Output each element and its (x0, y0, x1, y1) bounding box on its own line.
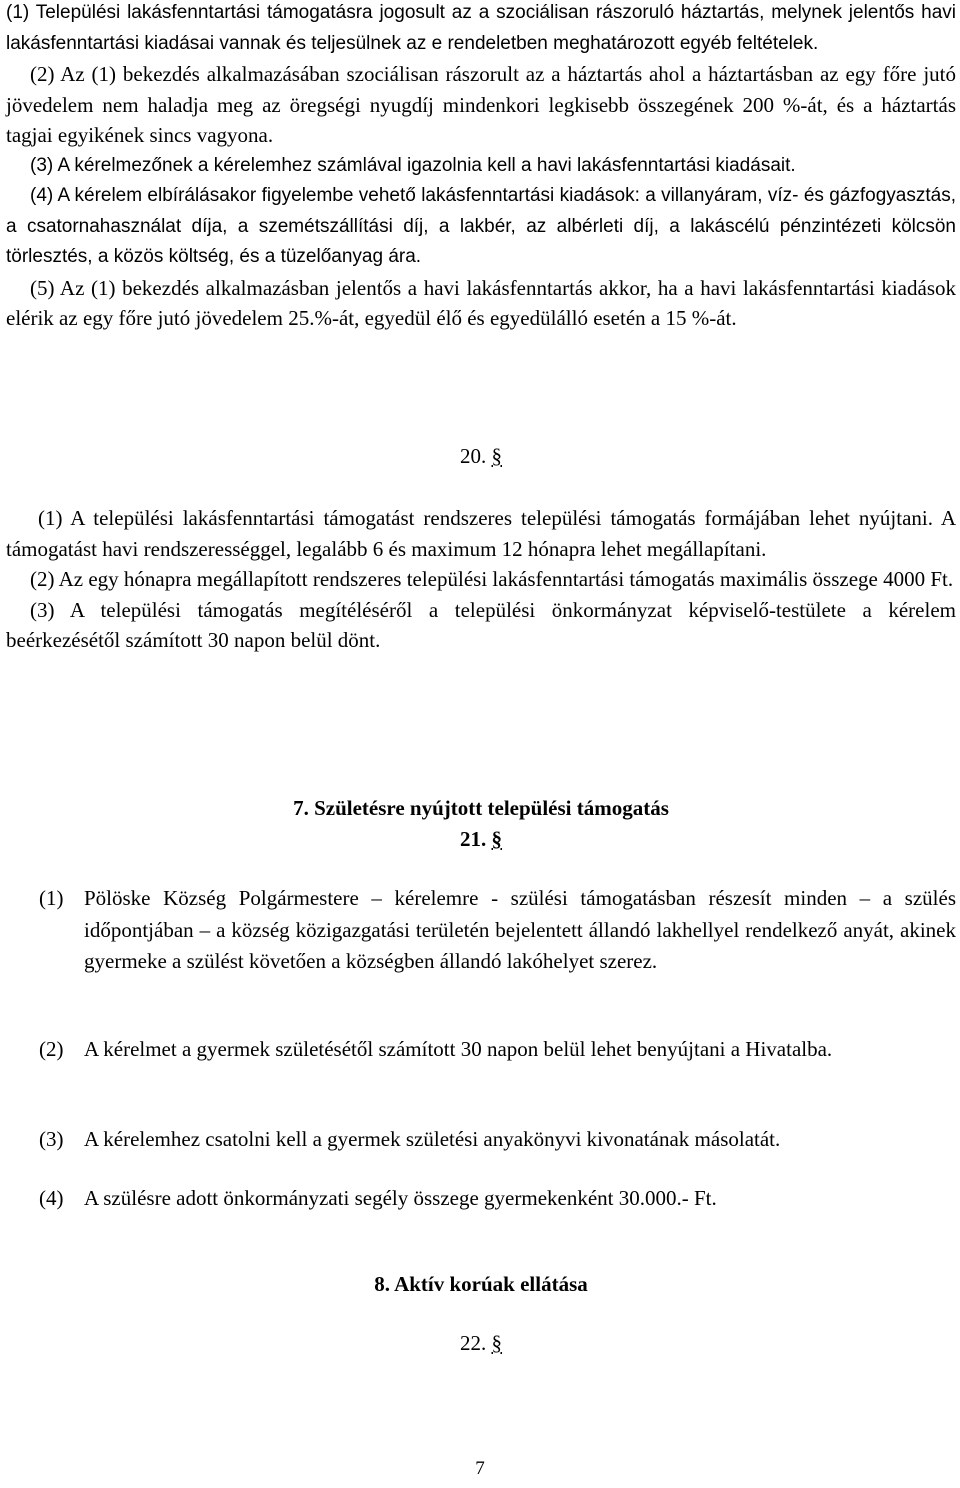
list-item-number: (4) (39, 1186, 64, 1210)
list-item-text: A kérelemhez csatolni kell a gyermek születési anyakönyvi kivonatának másolatát. (84, 1127, 781, 1151)
list-item (39, 883, 956, 978)
paragraph-19-2: (2) Az (1) bekezdés alkalmazásában szociálisan rászorult az a háztartás ahol a háztartásban az egy főre jutó jövedelem nem haladja meg az öregségi nyugdíj mindenkori legkisebb összegének 200 %-át, és a háztartás tagjai egyikének sincs vagyona. (6, 62, 956, 147)
paragraph-20-3: (3) A települési támogatás megítéléséről a települési önkormányzat képviselő-testülete a kérelem beérkezésétől számított 30 napon belül dönt. (6, 597, 956, 652)
paragraph-20-1: (1) A települési lakásfenntartási támogatást rendszeres települési támogatás formájában lehet nyújtani. A támogatást havi rendszerességgel, legalább 6 és maximum 12 hónapra lehet megállapítani. (6, 506, 956, 561)
page-number: 7 (475, 1458, 485, 1479)
section-sign: § (491, 1331, 502, 1355)
section-20-heading (6, 444, 956, 469)
list-item-number: (3) (39, 1127, 64, 1151)
paragraph-19-5: (5) Az (1) bekezdés alkalmazásban jelentős a havi lakásfenntartás akkor, ha a havi lakásfenntartási kiadások elérik az egy főre jutó jövedelem 25.%-át, egyedül élő és egyedülálló esetén a 15 %-át. (6, 275, 956, 330)
paragraph-19-4: (4) A kérelem elbírálásakor figyelembe vehető lakásfenntartási kiadások: a villanyáram, víz- és gázfogyasztás, a csatornahasználat díja, a szemétszállítási díj, a lakbér, az albérleti díj, a lakáscélú pénzintézeti kölcsön törlesztés, a közös költség, és a tüzelőanyag ára. (6, 185, 956, 267)
list-item-text: A kérelmet a gyermek születésétől számított 30 napon belül lehet benyújtani a Hivatalba. (84, 1037, 833, 1061)
section-22-heading (6, 1331, 956, 1356)
list-item-text: A szülésre adott önkormányzati segély összege gyermekenként 30.000.- Ft. (84, 1186, 717, 1210)
chapter-7-title: 7. Születésre nyújtott települési támogatás (293, 796, 669, 820)
list-item-number: (2) (39, 1037, 64, 1061)
list-item (39, 1183, 956, 1215)
paragraph-19-3: (3) A kérelmezőnek a kérelemhez számlával igazolnia kell a havi lakásfenntartási kiadásait. (30, 154, 796, 176)
list-item-number: (1) (39, 886, 64, 910)
list-item (39, 1124, 956, 1156)
section-20-number: 20. (460, 444, 487, 468)
section-21-heading (6, 827, 956, 852)
section-21-number: 21. (460, 827, 487, 851)
paragraph-20-2: (2) Az egy hónapra megállapított rendszeres települési lakásfenntartási támogatás maximális összege 4000 Ft. (30, 567, 954, 591)
paragraph-19-1: (1) Települési lakásfenntartási támogatásra jogosult az a szociálisan rászoruló háztartás, melynek jelentős havi lakásfenntartási kiadásai vannak és teljesülnek az e rendeletben meghatározott egyéb feltételek. (6, 2, 956, 54)
section-sign: § (491, 827, 502, 851)
section-22-number: 22. (460, 1331, 487, 1355)
chapter-8-title: 8. Aktív korúak ellátása (374, 1272, 588, 1296)
section-sign: § (491, 444, 502, 468)
list-item-text: Pölöske Község Polgármestere – kérelemre - szülési támogatásban részesít minden – a szülés időpontjában – a község közigazgatási területén bejelentett állandó lakhellyel rendelkező anyát, akinek gyermeke a szülést követően a községben állandó lakóhelyet szerez. (84, 886, 956, 973)
section-19-body (6, 0, 956, 334)
section-20-body (6, 503, 956, 656)
list-item (39, 1034, 956, 1066)
